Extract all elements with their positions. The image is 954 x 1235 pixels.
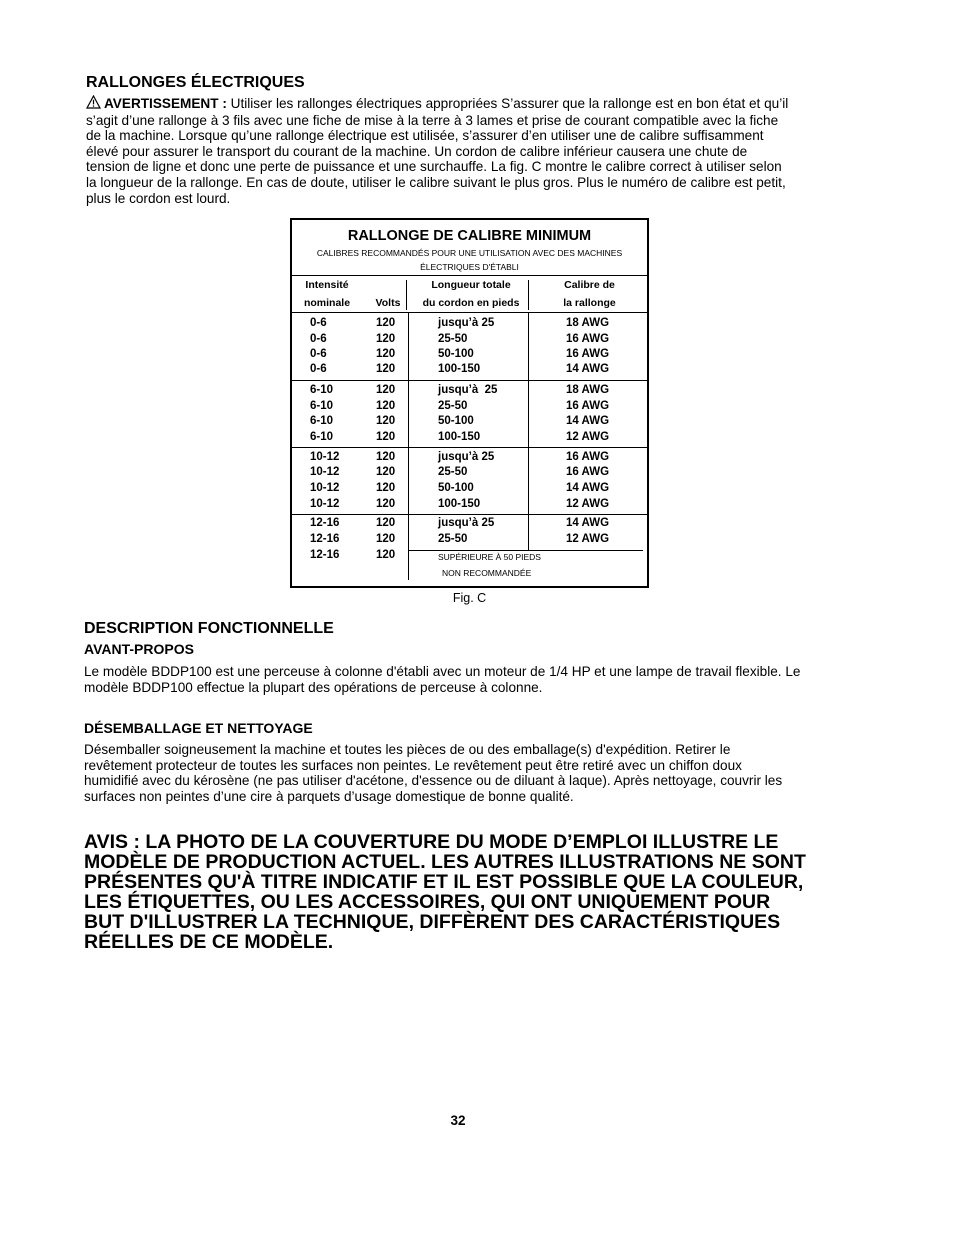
cell-amp: 6-10	[310, 431, 334, 443]
warning-paragraph	[86, 95, 846, 206]
warning-line: s’agit d’une rallonge à 3 fils avec une fiche de mise à la terre à 3 lames et prise de courant compatible avec la fiche	[86, 112, 779, 128]
cell-gauge: 16 AWG	[566, 348, 610, 360]
warning-label: AVERTISSEMENT :	[104, 96, 227, 111]
notice-line: MODÈLE DE PRODUCTION ACTUEL. LES AUTRES ILLUSTRATIONS NE SONT	[84, 851, 806, 873]
header-length-2: du cordon en pieds	[422, 297, 520, 309]
cell-volts: 120	[376, 400, 396, 412]
paragraph-line: surfaces non peintes d’une cire à parquets d’usage domestique de bonne qualité.	[84, 788, 574, 804]
header-gauge-1: Calibre de	[564, 279, 615, 291]
cell-amp: 6-10	[310, 415, 334, 427]
cell-length: 100-150	[438, 431, 481, 443]
note-divider	[408, 550, 643, 551]
cell-volts: 120	[376, 384, 396, 396]
cell-gauge: 12 AWG	[566, 498, 610, 510]
group-divider	[292, 514, 647, 515]
table-note-2: NON RECOMMANDÉE	[442, 568, 532, 578]
cell-gauge: 12 AWG	[566, 431, 610, 443]
cell-amp: 10-12	[310, 482, 340, 494]
warning-line: la longueur de la rallonge. En cas de doute, utiliser le calibre suivant le plus gros. Plus le numéro de calibre est petit,	[86, 174, 786, 190]
cell-gauge: 18 AWG	[566, 384, 610, 396]
paragraph-line: Le modèle BDDP100 est une perceuse à colonne d'établi avec un moteur de 1/4 HP et une lampe de travail flexible. Le	[84, 664, 801, 679]
subsection-title-avant-propos: AVANT-PROPOS	[84, 641, 194, 657]
cell-volts: 120	[376, 466, 396, 478]
notice-line: PRÉSENTES QU'À TITRE INDICATIF ET IL EST POSSIBLE QUE LA COULEUR,	[84, 871, 804, 893]
cell-length: jusqu’à 25	[438, 384, 498, 396]
cell-gauge: 18 AWG	[566, 317, 610, 329]
figure-caption: Fig. C	[452, 591, 487, 605]
header-amp-1: Intensité	[305, 279, 349, 291]
cell-length: 50-100	[438, 415, 474, 427]
avant-propos-paragraph	[84, 664, 844, 695]
header-amp-2: nominale	[303, 297, 351, 309]
warning-line: de la machine. Lorsque qu’une rallonge électrique est utilisée, s’assurer d’en utiliser une de calibre suffisamment	[86, 128, 764, 144]
cell-gauge: 16 AWG	[566, 451, 610, 463]
cell-length: 25-50	[438, 333, 468, 345]
cell-amp: 0-6	[310, 333, 327, 345]
cell-amp: 12-16	[310, 533, 340, 545]
subsection-title-desemballage: DÉSEMBALLAGE ET NETTOYAGE	[84, 720, 313, 736]
cell-amp: 6-10	[310, 400, 334, 412]
notice-line: LES ÉTIQUETTES, OU LES ACCESSOIRES, QUI ONT UNIQUEMENT POUR	[84, 891, 771, 913]
header-volts: Volts	[375, 297, 401, 309]
cell-length: 100-150	[438, 363, 481, 375]
table-note-1: SUPÉRIEURE À 50 PIEDS	[438, 552, 541, 562]
table-divider	[292, 312, 647, 313]
cell-amp: 10-12	[310, 466, 340, 478]
cell-gauge: 16 AWG	[566, 400, 610, 412]
cell-volts: 120	[376, 348, 396, 360]
cell-volts: 120	[376, 415, 396, 427]
table-subtitle-1: CALIBRES RECOMMANDÉS POUR UNE UTILISATION AVEC DES MACHINES	[316, 248, 623, 258]
cell-gauge: 16 AWG	[566, 333, 610, 345]
paragraph-line: humidifié avec du kérosène (ne pas utiliser d'acétone, d'essence ou de diluant à laque). Après nettoyage, couvrir les	[84, 773, 783, 789]
page-number: 32	[450, 1113, 466, 1128]
cell-volts: 120	[376, 333, 396, 345]
warning-triangle-icon	[86, 95, 101, 113]
group-divider	[292, 447, 647, 448]
table-title: RALLONGE DE CALIBRE MINIMUM	[347, 228, 592, 244]
warning-line: élevé pour assurer le transport du courant de la machine. Un cordon de calibre inférieur causera une chute de	[86, 143, 748, 159]
cell-amp: 6-10	[310, 384, 334, 396]
cell-amp: 0-6	[310, 317, 327, 329]
warning-line: plus le cordon est lourd.	[86, 190, 231, 206]
cell-volts: 120	[376, 317, 396, 329]
paragraph-line: modèle BDDP100 effectue la plupart des opérations de perceuse à colonne.	[84, 679, 543, 695]
cell-volts: 120	[376, 498, 396, 510]
cell-length: jusqu’à 25	[438, 517, 495, 529]
column-divider	[408, 312, 409, 580]
header-length-1: Longueur totale	[431, 279, 511, 291]
cell-length: 25-50	[438, 400, 468, 412]
cell-volts: 120	[376, 451, 396, 463]
cell-volts: 120	[376, 533, 396, 545]
cell-length: 25-50	[438, 466, 468, 478]
cell-length: 25-50	[438, 533, 468, 545]
cell-gauge: 12 AWG	[566, 533, 610, 545]
cell-length: 50-100	[438, 348, 474, 360]
cell-volts: 120	[376, 431, 396, 443]
table-divider	[292, 275, 647, 276]
cell-length: 50-100	[438, 482, 474, 494]
cell-volts: 120	[376, 363, 396, 375]
section-title-rallonges: RALLONGES ÉLECTRIQUES	[86, 74, 305, 91]
desemballage-paragraph	[84, 742, 844, 804]
cell-volts: 120	[376, 517, 396, 529]
cell-gauge: 14 AWG	[566, 517, 610, 529]
warning-line: tension de ligne et donc une perte de puissance et une surchauffe. La fig. C montre le calibre correct à utiliser selon	[86, 159, 782, 175]
notice-line: RÉELLES DE CE MODÈLE.	[84, 931, 334, 953]
cell-amp: 0-6	[310, 363, 327, 375]
cell-length: jusqu’à 25	[438, 451, 495, 463]
cell-amp: 0-6	[310, 348, 327, 360]
cell-gauge: 14 AWG	[566, 415, 610, 427]
warning-line-text: Utiliser les rallonges électriques appropriées S’assurer que la rallonge est en bon état et qu’il	[230, 96, 789, 111]
warning-line-0	[86, 95, 846, 113]
paragraph-line: Désemballer soigneusement la machine et toutes les pièces de ou des emballage(s) d'expédition. Retirer le	[84, 742, 731, 757]
cell-gauge: 16 AWG	[566, 466, 610, 478]
cell-gauge: 14 AWG	[566, 482, 610, 494]
paragraph-line: revêtement protecteur de toutes les surfaces non peintes. Le revêtement peut être retiré avec un chiffon doux	[84, 757, 742, 773]
notice-block	[84, 832, 864, 952]
cell-amp: 10-12	[310, 451, 340, 463]
table-subtitle-2: ÉLECTRIQUES D'ÉTABLI	[420, 262, 519, 272]
group-divider	[292, 380, 647, 381]
cell-length: 100-150	[438, 498, 481, 510]
header-gauge-2: la rallonge	[563, 297, 616, 309]
column-divider	[406, 280, 407, 310]
cell-volts: 120	[376, 549, 396, 561]
section-title-description: DESCRIPTION FONCTIONNELLE	[84, 620, 334, 637]
notice-line: AVIS : LA PHOTO DE LA COUVERTURE DU MODE D’EMPLOI ILLUSTRE LE	[84, 831, 779, 853]
cell-volts: 120	[376, 482, 396, 494]
cell-amp: 12-16	[310, 517, 340, 529]
column-divider	[528, 280, 529, 310]
notice-line: BUT D'ILLUSTRER LA TECHNIQUE, DIFFÈRENT DES CARACTÉRISTIQUES	[84, 911, 781, 933]
cell-gauge: 14 AWG	[566, 363, 610, 375]
gauge-table	[290, 218, 649, 588]
cell-amp: 12-16	[310, 549, 340, 561]
cell-length: jusqu’à 25	[438, 317, 495, 329]
cell-amp: 10-12	[310, 498, 340, 510]
